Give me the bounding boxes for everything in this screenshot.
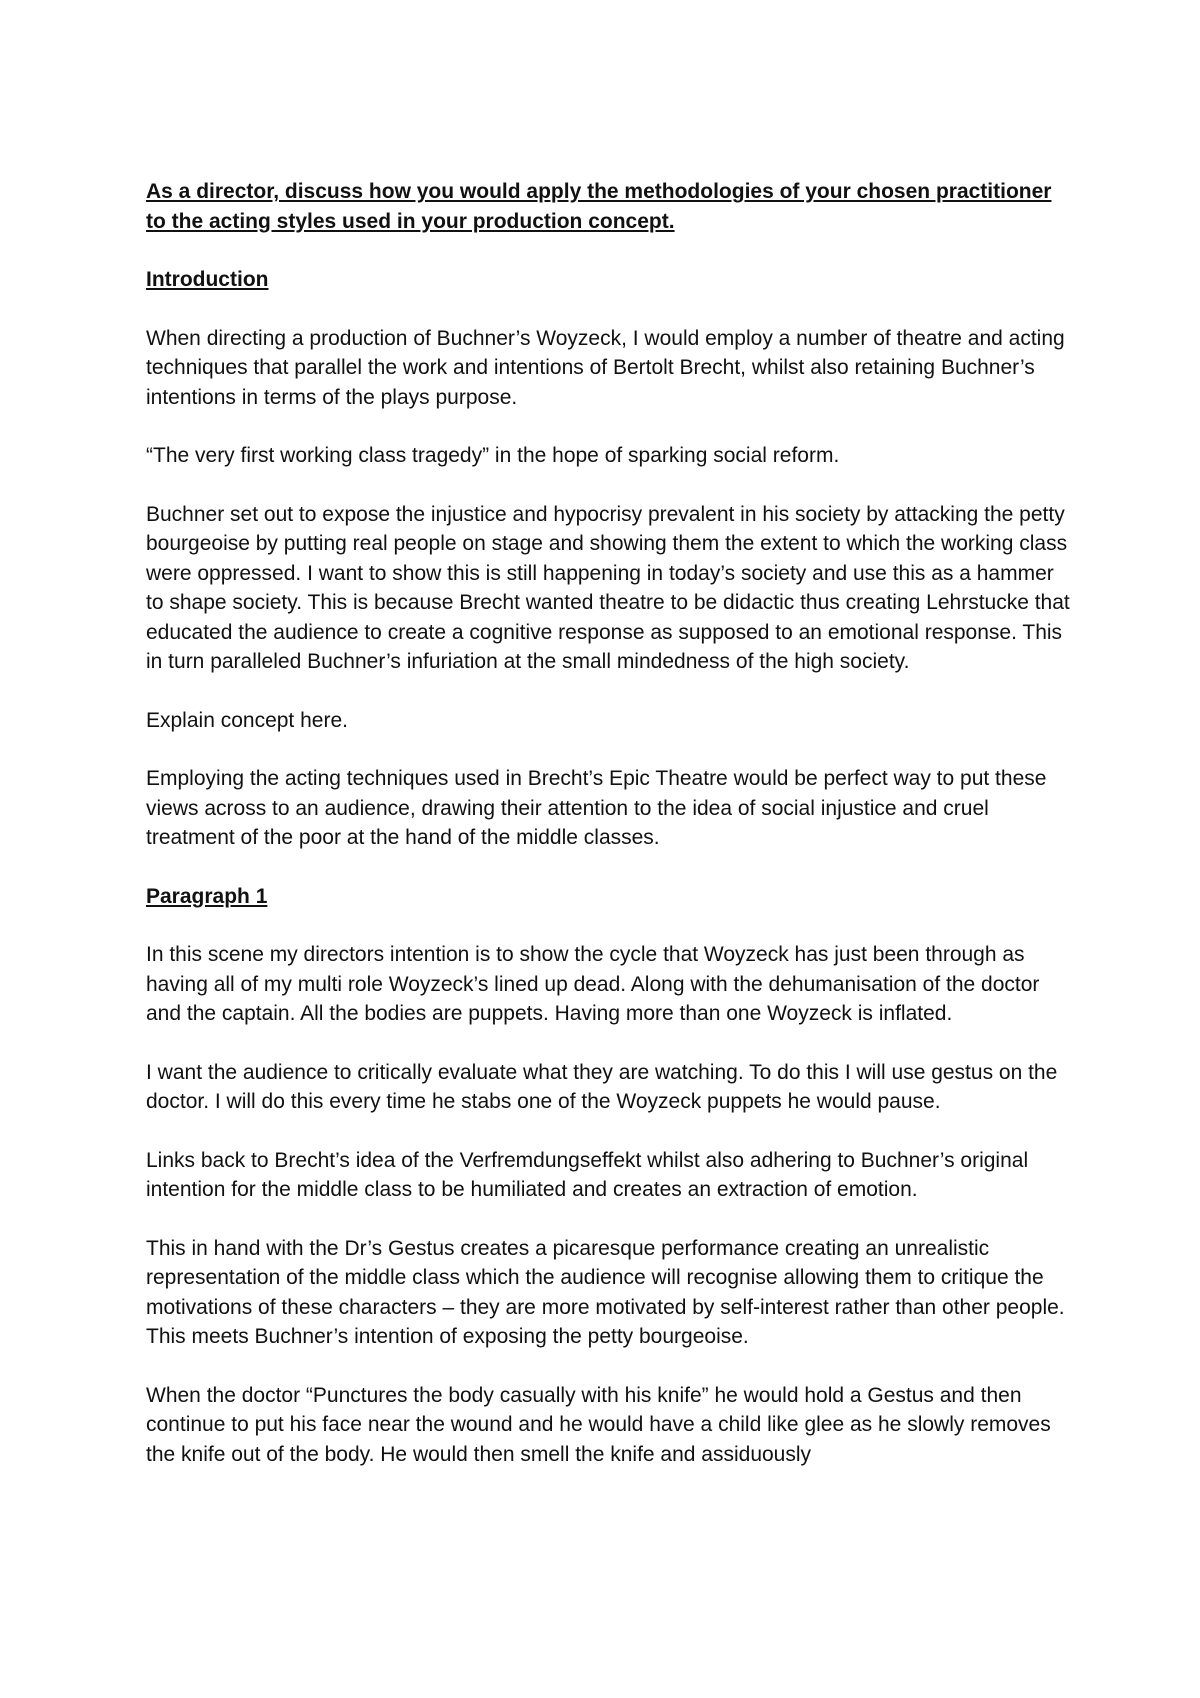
p1-paragraph-2: I want the audience to critically evaluate what they are watching. To do this I will use gestus on the doctor. I will do this every time he stabs one of the Woyzeck puppets he would pause.	[146, 1060, 1058, 1113]
intro-paragraph-4: Explain concept here.	[146, 708, 348, 732]
intro-paragraph-2: “The very first working class tragedy” in the hope of sparking social reform.	[146, 444, 840, 467]
p1-paragraph-1: In this scene my directors intention is to show the cycle that Woyzeck has just been through as having all of my multi role Woyzeck’s lined up dead. Along with the dehumanisation of the doctor and the captain. All the bodies are puppets. Having more than one Woyzeck is inflated.	[146, 943, 1040, 1025]
introduction-heading: Introduction	[146, 268, 269, 291]
p1-paragraph-3: Links back to Brecht’s idea of the Verfremdungseffekt whilst also adhering to Buchner’s original intention for the middle class to be humiliated and creates an extraction of emotion.	[146, 1148, 1029, 1201]
paragraph1-heading: Paragraph 1	[146, 884, 268, 908]
p1-paragraph-5: When the doctor “Punctures the body casually with his knife” he would hold a Gestus and then continue to put his face near the wound and he would have a child like glee as he slowly removes the knife out of the body. He would then smell the knife and assiduously	[146, 1383, 1051, 1466]
p1-paragraph-4: This in hand with the Dr’s Gestus creates a picaresque performance creating an unrealistic representation of the middle class which the audience will recognise allowing them to critique the motivations of these characters – they are more motivated by self-interest rather than other people. This meets Buchner’s intention of exposing the petty bourgeoise.	[146, 1236, 1065, 1348]
intro-paragraph-3: Buchner set out to expose the injustice and hypocrisy prevalent in his society by attacking the petty bourgeoise by putting real people on stage and showing them the extent to which the working class were oppressed. I want to show this is still happening in today’s society and use this as a hammer to shape society. This is because Brecht wanted theatre to be didactic thus creating Lehrstucke that educated the audience to create a cognitive response as supposed to an emotional response. This in turn paralleled Buchner’s infuriation at the small mindedness of the high society.	[146, 502, 1070, 673]
intro-paragraph-1: When directing a production of Buchner’s Woyzeck, I would employ a number of theatre and acting techniques that parallel the work and intentions of Bertolt Brecht, whilst also retaining Buchner’s intentions in terms of the plays purpose.	[146, 326, 1065, 409]
intro-paragraph-5: Employing the acting techniques used in Brecht’s Epic Theatre would be perfect way to put these views across to an audience, drawing their attention to the idea of social injustice and cruel treatment of the poor at the hand of the middle classes.	[146, 767, 1047, 849]
document-body	[146, 177, 1076, 1498]
essay-title: As a director, discuss how you would apply the methodologies of your chosen practitioner to the acting styles used in your production concept.	[146, 180, 1052, 233]
